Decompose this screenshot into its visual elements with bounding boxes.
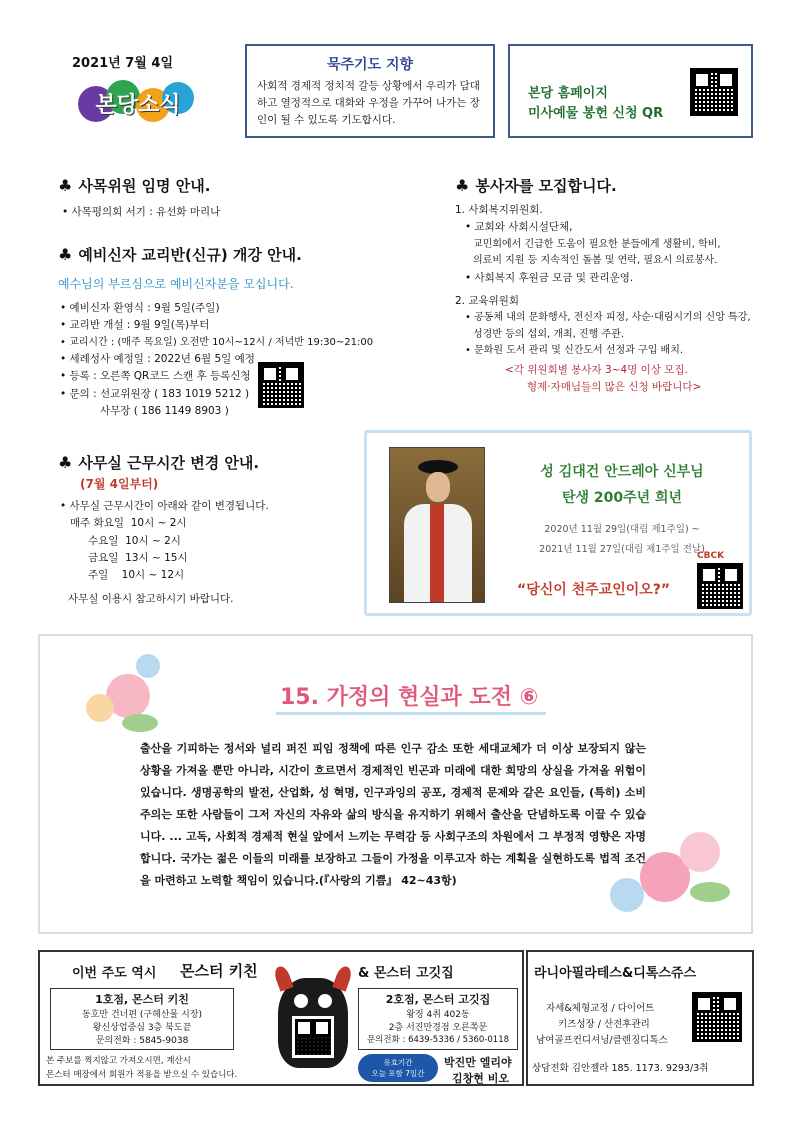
badge-line: 오늘 포함 7일간 [371,1069,425,1078]
time: 13시 ~ 15시 [125,551,188,564]
cbck-logo: CBCK [697,551,725,561]
group-item: • 교회와 사회시설단체, [465,219,765,236]
pilates-service: 자세&체형교정 / 다이어트 [546,1003,655,1014]
club-icon: ♣ [58,245,73,264]
catechumen-item: • 세례성사 예정일 : 2022년 6월 5일 예정 [60,351,398,368]
saint-title2: 탄생 200주년 희년 [561,490,683,506]
section-catechumen [58,244,398,420]
club-icon: ♣ [58,176,73,195]
group-item-cont: 의료비 지원 등 지속적인 돌봄 및 연락, 필요시 의료봉사. [473,255,718,267]
time: 10시 ~ 2시 [125,534,181,547]
catechumen-item: • 등록 : 오른쪽 QR코드 스캔 후 등록신청 [60,368,398,385]
logo-text: 본당소식 [95,93,181,118]
article-box [38,634,753,934]
store2-addr: 2층 서진만경점 오른쪽문 [388,1023,488,1033]
group-item: • 문화원 도서 관리 및 신간도서 선정과 구입 배치. [465,343,765,360]
pilates-phone: 상담전화 김안젤라 185. 1173. 9293/3취 [532,1063,709,1074]
office-hours-row [88,533,378,550]
catechumen-subtitle: 예수님의 부르심으로 예비신자분을 모십니다. [58,277,294,291]
section-volunteers [455,175,765,396]
pilates-service: 남여골프컨디셔닝/클렌징디톡스 [536,1035,668,1046]
saint-portrait [389,447,485,603]
appointment-item: • 사목평의회 서기 : 유선화 마리나 [62,204,398,221]
volunteer-notice: 형제·자매님들의 많은 신청 바랍니다> [527,381,702,394]
time: 10시 ~ 2시 [130,517,187,530]
ad-header-brand: 몬스터 키친 [180,962,258,980]
qr-box-line2: 미사예물 봉헌 신청 QR [528,106,664,121]
day: 금요일 [88,551,119,564]
office-hours-row [70,515,378,532]
ad-note: 몬스터 매장에서 회원가 적용을 받으실 수 있습니다. [46,1070,238,1080]
qr-code-monster[interactable] [292,1016,334,1058]
store1-addr: 왕신상업중심 3층 북도끝 [92,1023,192,1033]
pilates-service: 키즈성장 / 산전후관리 [558,1019,650,1030]
section-title: 예비신자 교리반(신규) 개강 안내. [78,246,302,264]
article-title: 15. 가정의 현실과 도전 ⑥ [280,685,539,710]
qr-code-jubilee[interactable] [697,563,743,609]
logo [78,80,198,126]
group-heading: 2. 교육위원회 [455,294,520,307]
article-title-underline [276,712,546,715]
club-icon: ♣ [455,176,470,195]
badge-line: 유효기간 [383,1058,413,1067]
day: 매주 화요일 [70,517,125,530]
group-item-cont: 교민회에서 긴급한 도움이 필요한 분들에게 생활비, 학비, [473,238,721,250]
monster-mascot [272,958,354,1084]
store1-phone: 문의전화 : 5845-9038 [95,1036,189,1046]
store1-name: 1호점, 몬스터 키친 [95,993,189,1006]
office-hours-intro: • 사무실 근무시간이 아래와 같이 변경됩니다. [60,498,378,515]
catechumen-item: • 문의 : 선교위원장 ( 183 1019 5212 ) [60,386,398,403]
catechumen-contact2: 사무장 ( 186 1149 8903 ) [100,405,229,418]
day: 수요일 [88,534,119,547]
store2-name: 2호점, 몬스터 고깃집 [385,993,491,1006]
office-hours-subtitle: (7월 4일부터) [80,477,159,491]
section-title: 사목위원 임명 안내. [78,177,211,195]
prayer-title: 묵주기도 지향 [326,57,414,73]
qr-code-homepage[interactable] [690,68,738,116]
validity-badge [358,1054,438,1082]
time: 10시 ~ 12시 [121,569,185,582]
store2-phone: 문의전화 : 6439-5336 / 5360-0118 [366,1035,510,1045]
qr-box [508,44,753,138]
flower-decoration-left [66,644,176,744]
saint-quote: “당신이 천주교인이오?” [517,582,671,598]
ad-pilates [526,950,754,1086]
ad-header-left: 이번 주도 역시 [72,966,157,981]
ad-note: 본 주보를 찍지않고 가져오시면, 계산시 [46,1056,191,1066]
owner-name: 박진만 엘리야 [444,1056,512,1069]
store1-addr: 동호만 건너편 (구헤산물 시장) [82,1010,202,1020]
qr-box-line1: 본당 홈페이지 [528,86,608,101]
catechumen-item: • 교리시간 : (매주 목요일) 오전반 10시~12시 / 저녁반 19:30~21:00 [60,335,398,352]
issue-date: 2021년 7월 4일 [72,56,173,71]
store1-box [50,988,234,1050]
club-icon: ♣ [58,453,73,472]
qr-code-pilates[interactable] [692,992,742,1042]
group-item: • 사회복지 후원금 모금 및 관리운영. [465,270,765,287]
ad-monster [38,950,524,1086]
prayer-text: 사회적 경제적 정치적 갈등 상황에서 우리가 담대하고 열정적으로 대화와 우정을 가꾸어 나가는 장인이 될 수 있도록 기도합시다. [257,80,480,126]
pilates-title: 라니아필라테스&디톡스쥬스 [534,966,697,981]
group-item: • 공동체 내의 문화행사, 전신자 피정, 사순·대림시기의 신앙 특강, [465,310,765,327]
prayer-box [245,44,495,138]
catechumen-item: • 교리반 개설 : 9월 9일(목)부터 [60,317,398,334]
section-pastoral-appointment [58,175,398,221]
ad-header-right: & 몬스터 고깃집 [358,966,454,981]
article-body: 출산을 기피하는 정서와 널리 퍼진 피임 정책에 따른 인구 감소 또한 세대교체가 더 이상 보장되지 않는 상황을 가져올 뿐만 아니라, 시간이 흐르면서 경제적인 빈곤과 미래에 대한 희망의 상실을 가져올 위험이 있습니다. 생명공학의 발전, 산업화, 성 혁명, 인구과잉의 공포, 경제적 문제와 같은 요인들, (특히) 소비주의는 또한 사람들이 그저 자신의 자유와 삶의 방식을 유지하기 위해서 출산을 단념하도록 이끌 수 있습니다. ... 고독, 사회적 경제적 현실 앞에서 느끼는 무력감 등 사회구조의 차원에서 그 부정적 영향은 자명합니다. 국가는 젊은 이들의 미래를 보장하고 그들이 가정을 이루고자 하는 계획을 실현하도록 법적 조건을 마련하고 노력할 책임이 있습니다.(『사랑의 기쁨』 42~43항) [140,742,646,887]
volunteer-notice: <각 위원회별 봉사자 3~4명 이상 모집. [505,363,688,376]
day: 주일 [88,569,109,582]
office-hours-note: 사무실 이용시 참고하시기 바랍니다. [68,592,234,605]
office-hours-row [88,567,378,584]
office-hours-row [88,550,378,567]
saint-date1: 2020년 11월 29일(대림 제1주일) ~ [544,524,700,535]
store2-addr: 왕징 4취 402동 [406,1010,470,1020]
section-title: 봉사자를 모집합니다. [475,177,617,195]
store2-box [358,988,518,1050]
group-item-cont: 성경반 등의 섭외, 개최, 진행 주관. [473,328,625,340]
section-office-hours [58,452,378,608]
saint-date2: 2021년 11월 27일(대림 제1주일 전날) [539,544,705,555]
group-heading: 1. 사회복지위원회. [455,204,543,216]
section-title: 사무실 근무시간 변경 안내. [78,454,260,472]
catechumen-item: • 예비신자 환영식 : 9월 5일(주일) [60,300,398,317]
saint-jubilee-box [364,430,752,616]
saint-title1: 성 김대건 안드레아 신부님 [540,464,704,480]
qr-code-registration[interactable] [258,362,304,408]
owner-name: 김창현 비오 [452,1072,509,1085]
